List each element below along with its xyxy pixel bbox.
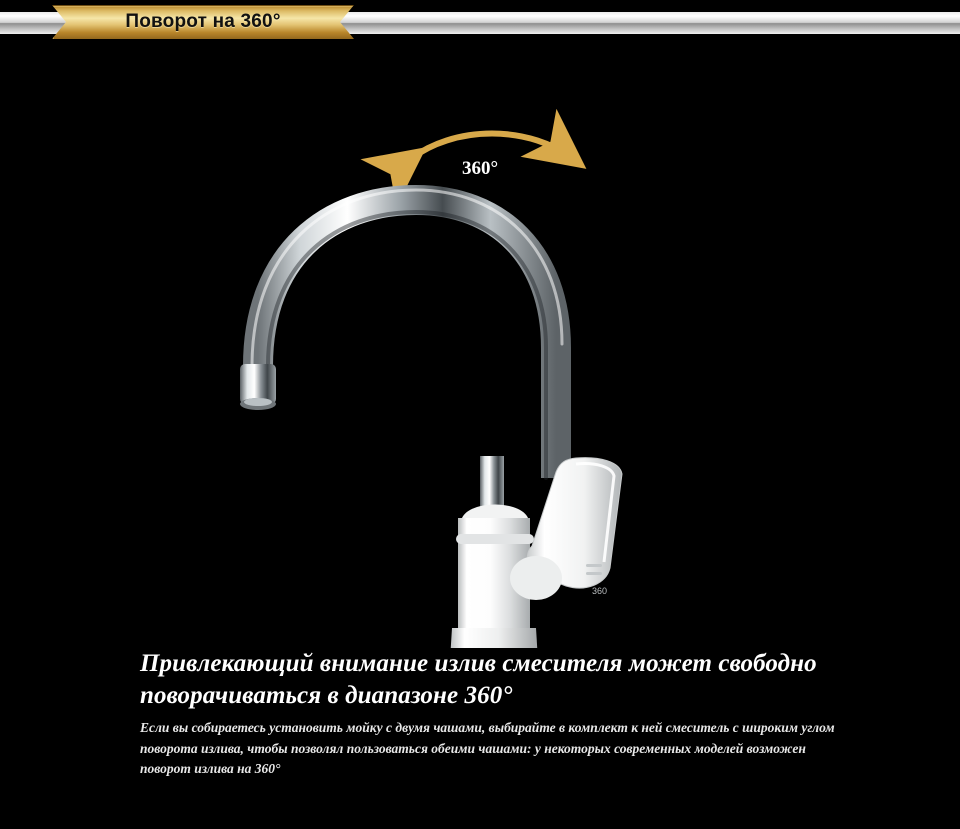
spout-reflection xyxy=(268,212,546,478)
banner-title: Поворот на 360° xyxy=(125,11,281,32)
faucet-graphic xyxy=(0,48,960,648)
faucet-aerator xyxy=(240,364,276,410)
rotation-arrow xyxy=(412,134,572,158)
caption-sub: Если вы собираетесь установить мойку с двумя чашами, выбирайте в комплект к ней смеситель с широким углом поворота излива, чтобы позволял пользоваться обеими чашами: у некоторых современных моделей возможен поворот излива на 360° xyxy=(140,720,835,777)
faucet-illustration xyxy=(0,48,960,648)
lever-joint xyxy=(510,556,562,600)
svg-text:360: 360 xyxy=(592,586,608,596)
faucet-spout xyxy=(258,200,556,478)
spout-highlight xyxy=(252,190,562,366)
top-banner xyxy=(0,0,960,48)
angle-label: 360° xyxy=(462,158,499,179)
caption-main: Привлекающий внимание излив смесителя может свободно поворачиваться в диапазоне 360° xyxy=(140,650,817,709)
